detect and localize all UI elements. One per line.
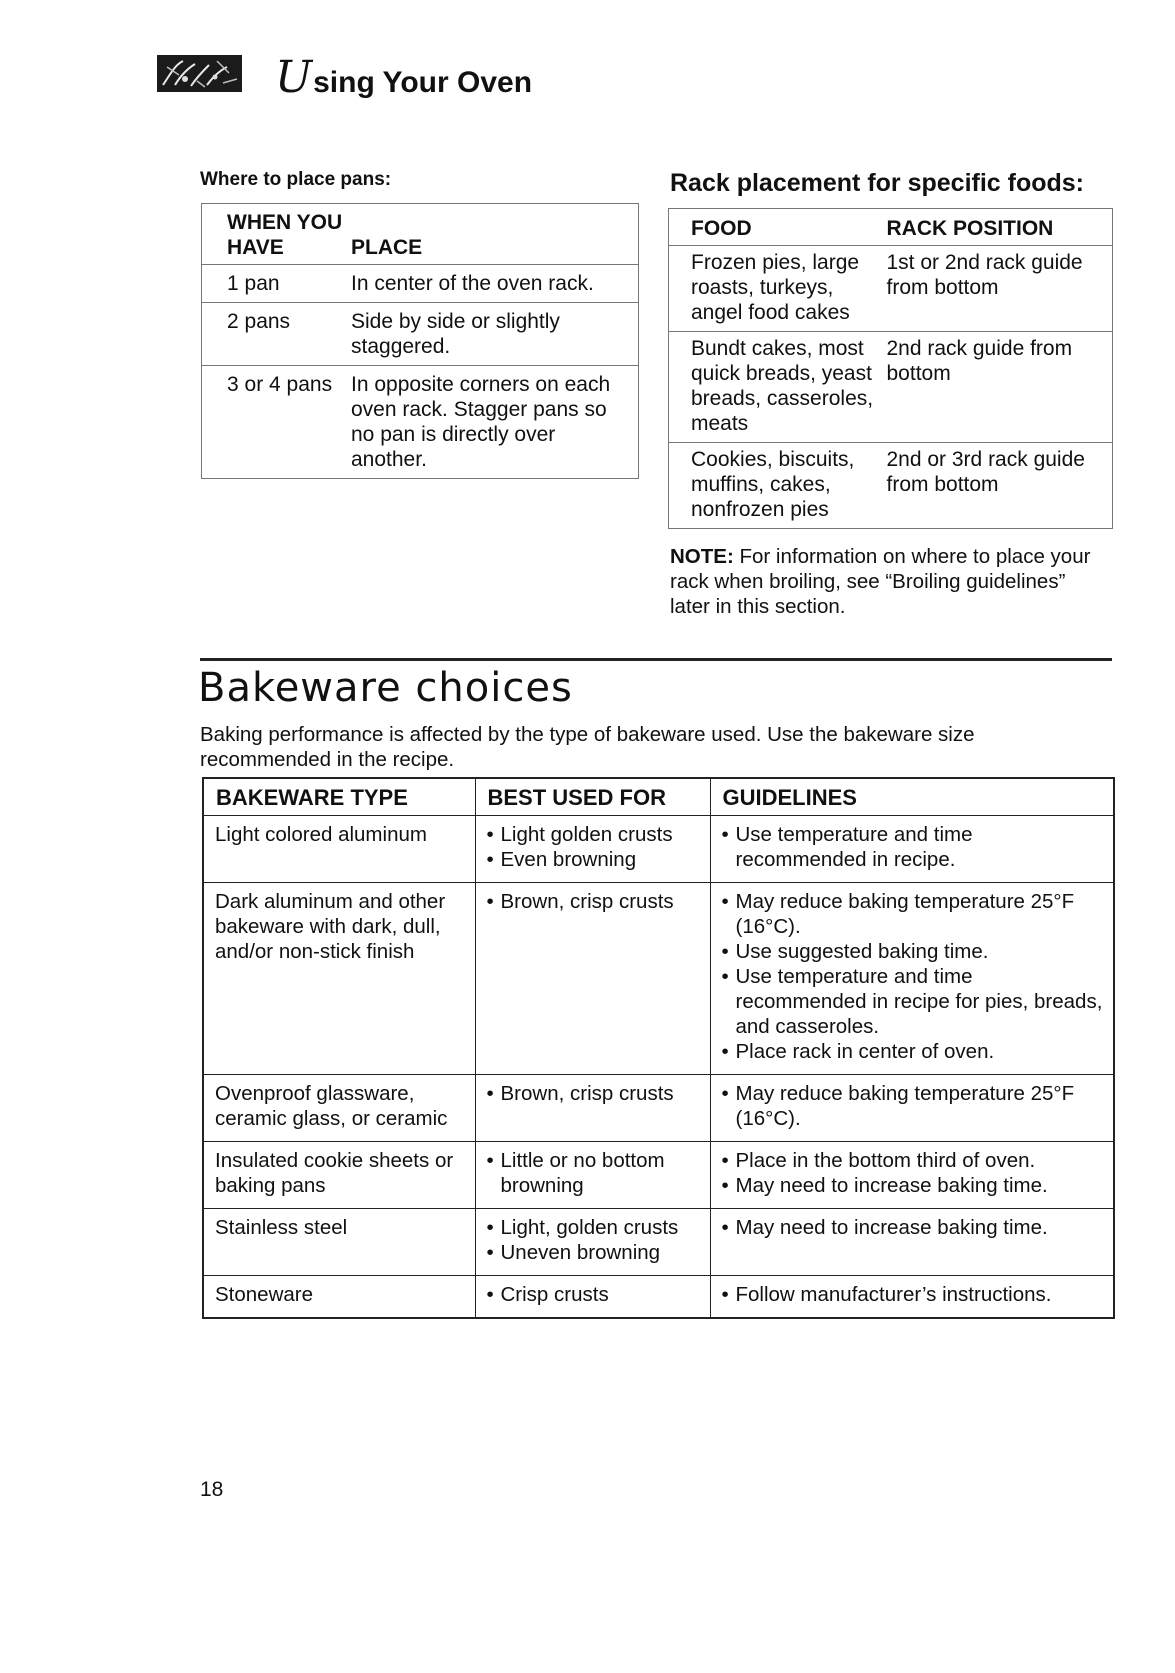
note-text (670, 544, 1100, 619)
bullet-list (722, 1282, 1108, 1307)
guidelines-cell (710, 1075, 1114, 1142)
best-used-for-cell (475, 1209, 710, 1276)
pans-cell: 3 or 4 pans (202, 366, 352, 479)
pans-table (201, 203, 639, 479)
bullet-item: • May reduce baking temperature 25°F (16°C). (722, 1081, 1108, 1131)
bakeware-table (202, 777, 1115, 1319)
bullet-item: • Brown, crisp crusts (487, 889, 704, 914)
best-used-for-cell (475, 816, 710, 883)
bullet-item: • Uneven browning (487, 1240, 704, 1265)
table-row (203, 816, 1114, 883)
best-used-for-cell (475, 1075, 710, 1142)
bullet-list (722, 1215, 1108, 1240)
bullet-item: • Use suggested baking time. (722, 939, 1108, 964)
pans-cell: 1 pan (202, 265, 352, 303)
table-row (203, 1142, 1114, 1209)
guidelines-cell (710, 1209, 1114, 1276)
bullet-list (487, 1081, 704, 1106)
rack-cell: Cookies, biscuits, muffins, cakes, nonfrozen pies (669, 443, 887, 529)
guidelines-cell (710, 1142, 1114, 1209)
guidelines-cell (710, 883, 1114, 1075)
pans-cell: 2 pans (202, 303, 352, 366)
note-label: NOTE: (670, 545, 734, 568)
rack-cell: Bundt cakes, most quick breads, yeast breads, casseroles, meats (669, 332, 887, 443)
rack-heading: Rack placement for specific foods: (670, 169, 1085, 197)
bullet-item: • May need to increase baking time. (722, 1173, 1108, 1198)
bullet-list (487, 889, 704, 914)
bullet-item: • Brown, crisp crusts (487, 1081, 704, 1106)
bakeware-type-cell: Insulated cookie sheets or baking pans (203, 1142, 475, 1209)
pans-cell: In opposite corners on each oven rack. Stagger pans so no pan is directly over another. (351, 366, 639, 479)
rack-table (668, 208, 1113, 529)
page-number: 18 (200, 1478, 224, 1501)
bullet-list (487, 1215, 704, 1265)
rack-header-position: RACK POSITION (887, 209, 1113, 246)
note-body: For information on where to place your rack when broiling, see “Broiling guidelines” later in this section. (670, 545, 1091, 618)
section-title: Bakeware choices (198, 665, 573, 711)
bakeware-type-cell: Ovenproof glassware, ceramic glass, or ceramic (203, 1075, 475, 1142)
bakeware-type-cell: Dark aluminum and other bakeware with dark, dull, and/or non-stick finish (203, 883, 475, 1075)
bullet-item: • Even browning (487, 847, 704, 872)
bullet-list (722, 1148, 1108, 1198)
best-used-for-cell (475, 1142, 710, 1209)
bakeware-rows (203, 816, 1114, 1319)
section-divider (200, 658, 1112, 661)
bullet-list (487, 1148, 704, 1198)
rack-cell: 2nd or 3rd rack guide from bottom (887, 443, 1113, 529)
title-rest: sing Your Oven (313, 66, 533, 99)
bullet-list (722, 822, 1108, 872)
bakeware-type-cell: Stainless steel (203, 1209, 475, 1276)
table-row (203, 1075, 1114, 1142)
table-row (203, 883, 1114, 1075)
guidelines-cell (710, 1276, 1114, 1319)
pans-cell: In center of the oven rack. (351, 265, 639, 303)
page-title (275, 52, 532, 103)
rack-cell: 1st or 2nd rack guide from bottom (887, 246, 1113, 332)
best-used-for-cell (475, 1276, 710, 1319)
header-best-used-for: BEST USED FOR (475, 778, 710, 816)
bullet-item: • Light golden crusts (487, 822, 704, 847)
bullet-item: • Follow manufacturer’s instructions. (722, 1282, 1108, 1307)
best-used-for-cell (475, 883, 710, 1075)
bullet-item: • Light, golden crusts (487, 1215, 704, 1240)
pans-header-place: PLACE (351, 236, 423, 259)
bullet-item: • Place in the bottom third of oven. (722, 1148, 1108, 1173)
table-row (202, 366, 639, 479)
bullet-item: • Use temperature and time recommended in recipe. (722, 822, 1108, 872)
bullet-item: • Little or no bottom browning (487, 1148, 704, 1198)
bullet-item: • Place rack in center of oven. (722, 1039, 1108, 1064)
table-row (203, 1276, 1114, 1319)
bullet-list (487, 1282, 704, 1307)
bakeware-type-cell: Light colored aluminum (203, 816, 475, 883)
table-row (669, 246, 1113, 332)
table-row (202, 265, 639, 303)
bakeware-type-cell: Stoneware (203, 1276, 475, 1319)
rack-cell: 2nd rack guide from bottom (887, 332, 1113, 443)
guidelines-cell (710, 816, 1114, 883)
header-bakeware-type: BAKEWARE TYPE (203, 778, 475, 816)
bullet-item: • May reduce baking temperature 25°F (16°C). (722, 889, 1108, 939)
bullet-item: • Crisp crusts (487, 1282, 704, 1307)
header-guidelines: GUIDELINES (710, 778, 1114, 816)
bullet-list (722, 889, 1108, 1064)
table-row (669, 443, 1113, 529)
cooking-logo-icon (157, 55, 242, 92)
rack-header-food: FOOD (669, 209, 887, 246)
bullet-item: • May need to increase baking time. (722, 1215, 1108, 1240)
bullet-list (487, 822, 704, 872)
table-row (202, 303, 639, 366)
table-row (203, 1209, 1114, 1276)
pans-cell: Side by side or slightly staggered. (351, 303, 639, 366)
table-row (669, 332, 1113, 443)
title-initial: U (275, 52, 313, 103)
pans-heading: Where to place pans: (200, 169, 392, 190)
bullet-item: • Use temperature and time recommended in recipe for pies, breads, and casseroles. (722, 964, 1108, 1039)
bullet-list (722, 1081, 1108, 1131)
rack-cell: Frozen pies, large roasts, turkeys, angel food cakes (669, 246, 887, 332)
section-intro: Baking performance is affected by the type of bakeware used. Use the bakeware size recommended in the recipe. (200, 723, 975, 771)
pans-header-when: WHEN YOU HAVE (227, 211, 343, 259)
